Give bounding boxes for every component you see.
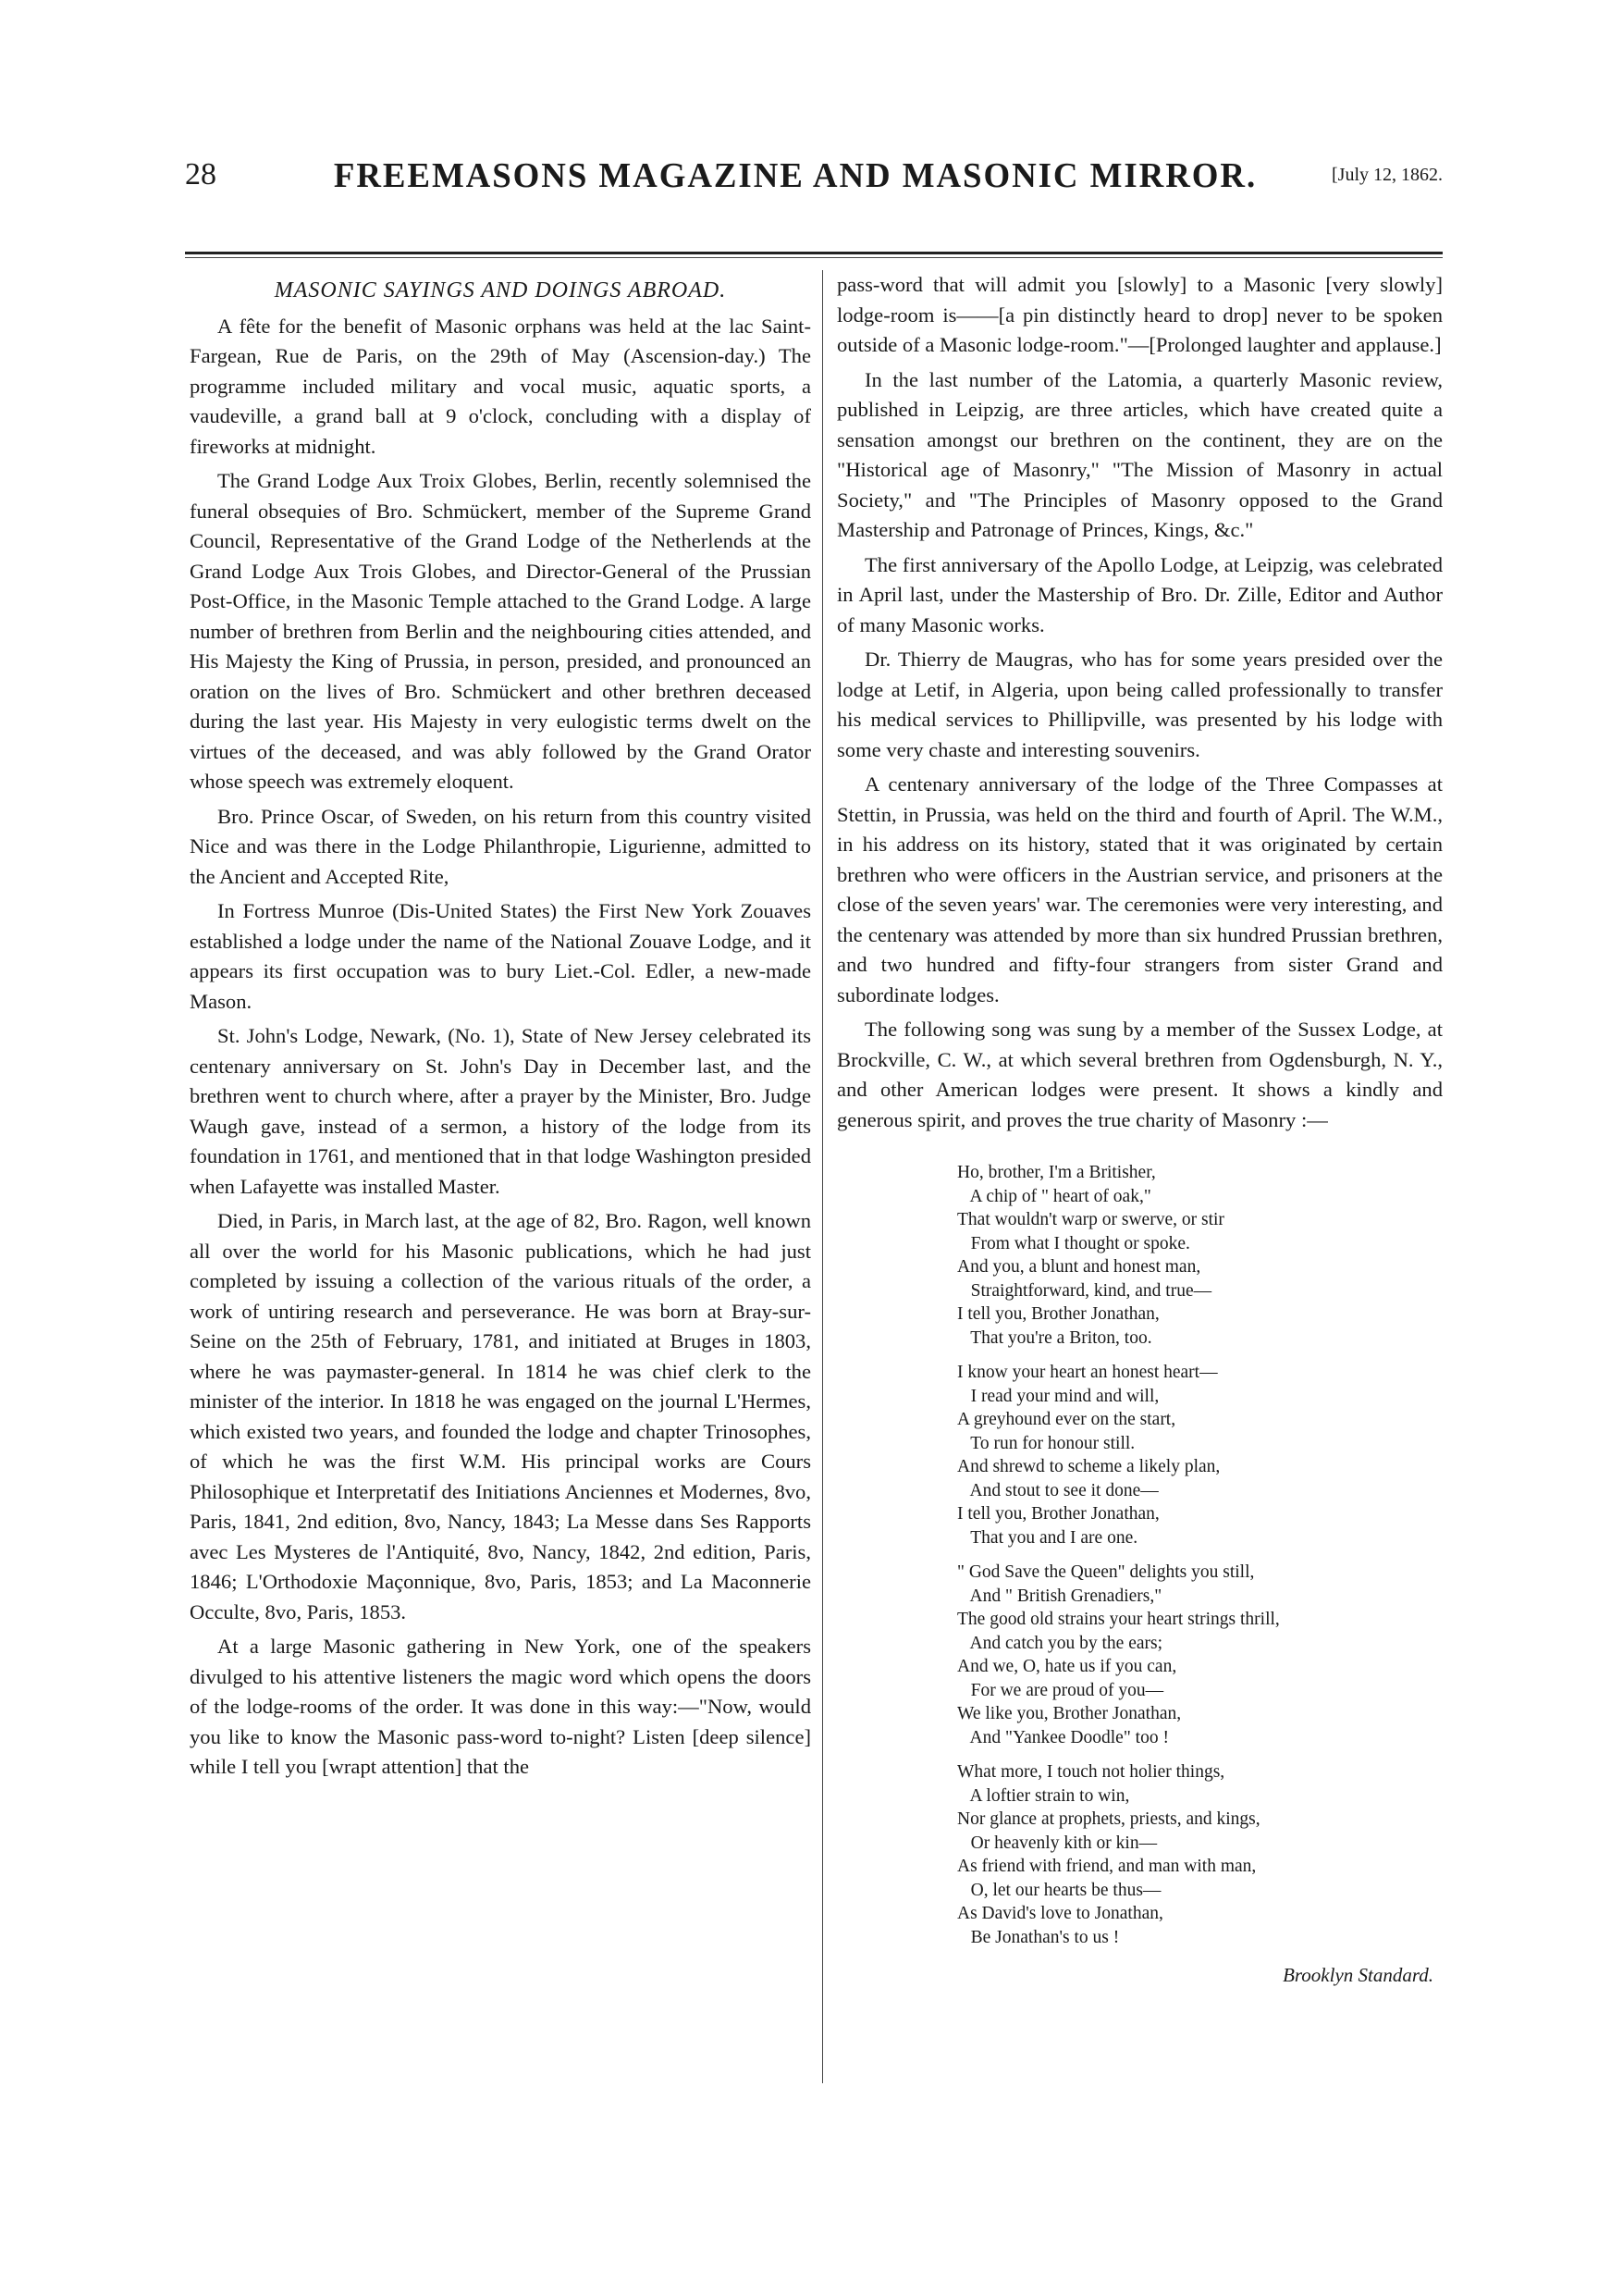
poem-line: The good old strains your heart strings thrill, [957, 1610, 1280, 1629]
column-divider [822, 270, 823, 2083]
poem-line: To run for honour still. [957, 1433, 1136, 1453]
article-paragraph: At a large Masonic gathering in New York, one of the speakers divulged to his attentive listeners the magic word which opens the doors of the lodge-rooms of the order. It was done in this way:—"Now, would you like to know the Masonic pass-word to-night? Listen [deep silence] while I tell you [wrapt attention] that the [190, 1635, 811, 1778]
page-header [185, 148, 1443, 204]
article-paragraph: Bro. Prince Oscar, of Sweden, on his return from this country visited Nice and was there in the Lodge Philanthropie, Ligurienne, admitted to the Ancient and Accepted Rite, [190, 804, 811, 888]
poem-line: And shrewd to scheme a likely plan, [957, 1457, 1221, 1476]
header-rule [185, 252, 1443, 254]
article-paragraph: Dr. Thierry de Maugras, who has for some years presided over the lodge at Letif, in Algeria, upon being called professionally to transfer his medical services to Phillipville, was presented by his lodge with some very chaste and interesting souvenirs. [837, 648, 1443, 761]
poem-line: A chip of " heart of oak," [957, 1186, 1151, 1206]
song-poem [957, 1161, 1443, 1949]
header-rule-thin [185, 257, 1443, 258]
poem-line: From what I thought or spoke. [957, 1233, 1190, 1253]
article-paragraph: The first anniversary of the Apollo Lodge, at Leipzig, was celebrated in April last, under the Mastership of Bro. Dr. Zille, Editor and Author of many Masonic works. [837, 552, 1443, 636]
article-paragraph: A centenary anniversary of the lodge of the Three Compasses at Stettin, in Prussia, was held on the third and fourth of April. The W.M., in his address on its history, stated that it was originated by certain brethren who were officers in the Austrian service, and prisoners at the close of the seven years' war. The ceremonies were very interesting, and the centenary was attended by more than six hundred Prussian brethren, and two hundred and fifty-four strangers from sister Grand and subordinate lodges. [837, 772, 1443, 1006]
poem-line: And " British Grenadiers," [957, 1586, 1162, 1606]
poem-line: I tell you, Brother Jonathan, [957, 1304, 1160, 1324]
poem-line: That you and I are one. [957, 1527, 1138, 1548]
article-paragraph: A fête for the benefit of Masonic orphans was held at the lac Saint-Fargean, Rue de Paris, on the 29th of May (Ascension-day.) The programme included military and vocal music, aquatic sports, a vaudeville, a grand ball at 9 o'clock, concluding with a display of fireworks at midnight. [190, 314, 811, 458]
article-paragraph: In Fortress Munroe (Dis-United States) the First New York Zouaves established a lodge under the name of the National Zouave Lodge, and it appears its first occupation was to bury Liet.-Col. Edler, a new-made Mason. [190, 899, 811, 1013]
poem-line: I know your heart an honest heart— [957, 1363, 1218, 1382]
poem-line: For we are proud of you— [957, 1680, 1164, 1700]
poem-attribution: Brooklyn Standard. [1283, 1964, 1433, 1986]
poem-line: And catch you by the ears; [957, 1633, 1163, 1653]
issue-date: [July 12, 1862. [1332, 165, 1443, 185]
poem-line: As friend with friend, and man with man, [957, 1857, 1257, 1876]
poem-line: O, let our hearts be thus— [957, 1880, 1162, 1900]
page-number: 28 [185, 157, 216, 191]
poem-stanza [957, 1161, 1443, 1350]
poem-stanza [957, 1561, 1443, 1749]
article-paragraph: St. John's Lodge, Newark, (No. 1), State of New Jersey celebrated its centenary anniversary on St. John's Day in December last, and the brethren went to church where, after a prayer by the Minister, Bro. Judge Waugh gave, instead of a sermon, a history of the lodge from its foundation in 1761, and mentioned that in that lodge Washington presided when Lafayette was installed Master. [190, 1024, 811, 1198]
poem-line: I tell you, Brother Jonathan, [957, 1504, 1160, 1524]
article-paragraph: Died, in Paris, in March last, at the age of 82, Bro. Ragon, well known all over the world for his Masonic publications, which he had just completed by issuing a collection of the various rituals of the order, a work of untiring research and perseverance. He was born at Bray-sur-Seine on the 25th of February, 1781, and initiated at Bruges in 1803, where he was paymaster-general. In 1814 he was chief clerk to the minister of the interior. In 1818 he was engaged on the journal L'Hermes, which existed two years, and founded the lodge and chapter Trinosophes, of which he was the first W.M. His principal works are Cours Philosophique et Interpretatif des Initiations Anciennes et Modernes, 8vo, Paris, 1841, 2nd edition, 8vo, Nancy, 1843; La Messe dans Ses Rapports avec Les Mysteres de l'Antiquité, 8vo, Nancy, 1842, 2nd edition, Paris, 1846; L'Orthodoxie Maçonnique, 8vo, Paris, 1853; and La Maconnerie Occulte, 8vo, Paris, 1853. [190, 1209, 811, 1623]
poem-line: We like you, Brother Jonathan, [957, 1704, 1182, 1723]
poem-line: What more, I touch not holier things, [957, 1762, 1225, 1782]
poem-line: A loftier strain to win, [957, 1785, 1130, 1806]
poem-line: And we, O, hate us if you can, [957, 1657, 1177, 1676]
article-paragraph: The following song was sung by a member of the Sussex Lodge, at Brockville, C. W., at which several brethren from Ogdensburgh, N. Y., and other American lodges were present. It shows a kindly and generous spirit, and proves the true charity of Masonry :— [837, 1018, 1443, 1131]
poem-line: And you, a blunt and honest man, [957, 1257, 1201, 1277]
poem-line: As David's love to Jonathan, [957, 1904, 1163, 1923]
poem-line: Or heavenly kith or kin— [957, 1833, 1158, 1853]
poem-line: And stout to see it done— [957, 1480, 1159, 1500]
poem-line: A greyhound ever on the start, [957, 1410, 1176, 1429]
section-heading: MASONIC SAYINGS AND DOINGS ABROAD. [274, 278, 727, 302]
poem-stanza [957, 1361, 1443, 1549]
left-column [190, 270, 811, 1787]
poem-line: Be Jonathan's to us ! [957, 1927, 1120, 1947]
right-column [837, 270, 1443, 1991]
poem-line: I read your mind and will, [957, 1386, 1160, 1406]
poem-line: Nor glance at prophets, priests, and kings, [957, 1809, 1260, 1829]
magazine-title: FREEMASONS MAGAZINE AND MASONIC MIRROR. [333, 156, 1258, 195]
article-paragraph: The Grand Lodge Aux Troix Globes, Berlin, recently solemnised the funeral obsequies of Bro. Schmückert, member of the Supreme Grand Council, Representative of the Grand Lodge of the Netherlends at the Grand Lodge Aux Trois Globes, and Director-General of the Prussian Post-Office, in the Masonic Temple attached to the Grand Lodge. A large number of brethren from Berlin and the neighbouring cities attended, and His Majesty the King of Prussia, in person, presided, and pronounced an oration on the lives of Bro. Schmückert and other brethren deceased during the last year. His Majesty in very eulogistic terms dwelt on the virtues of the deceased, and was ably followed by the Grand Orator whose speech was extremely eloquent. [190, 469, 811, 793]
poem-line: Ho, brother, I'm a Britisher, [957, 1163, 1156, 1182]
poem-line: And "Yankee Doodle" too ! [957, 1727, 1169, 1747]
poem-line: That wouldn't warp or swerve, or stir [957, 1210, 1224, 1229]
poem-line: " God Save the Queen" delights you still, [957, 1562, 1255, 1582]
poem-line: That you're a Briton, too. [957, 1327, 1152, 1348]
poem-stanza [957, 1760, 1443, 1949]
article-paragraph: In the last number of the Latomia, a quarterly Masonic review, published in Leipzig, are three articles, which have created quite a sensation amongst our brethren on the continent, they are on the "Historical age of Masonry," "The Mission of Masonry in actual Society," and "The Principles of Masonry opposed to the Grand Mastership and Patronage of Princes, Kings, &c." [837, 367, 1443, 541]
article-paragraph: pass-word that will admit you [slowly] to a Masonic [very slowly] lodge-room is——[a pin distinctly heard to drop] never to be spoken outside of a Masonic lodge-room."—[Prolonged laughter and applause.] [837, 273, 1443, 356]
poem-line: Straightforward, kind, and true— [957, 1280, 1212, 1301]
